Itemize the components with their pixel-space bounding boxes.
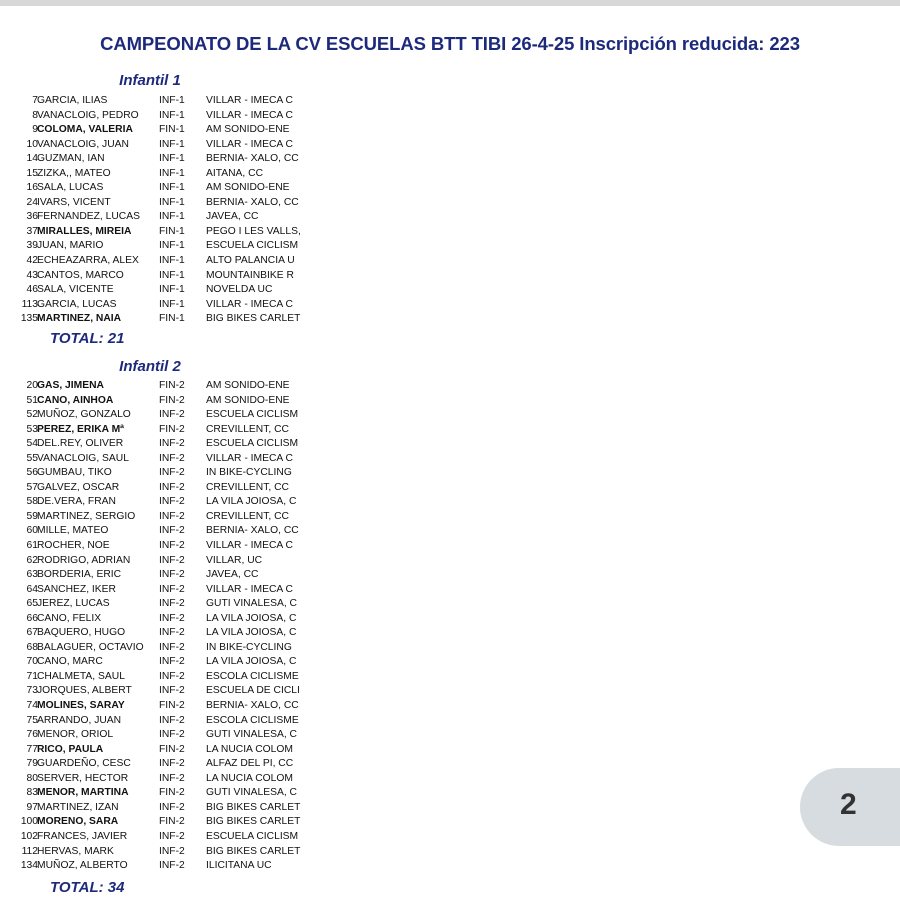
table-row bbox=[18, 757, 318, 772]
rider-number: 65 bbox=[26, 598, 38, 610]
table-row bbox=[18, 94, 318, 109]
rider-name: VANACLOIG, PEDRO bbox=[37, 109, 139, 121]
rider-club: ESCOLA CICLISME bbox=[206, 670, 299, 682]
rider-club: LA NUCIA COLOM bbox=[206, 743, 293, 755]
rider-number: 70 bbox=[26, 656, 38, 668]
table-row bbox=[18, 728, 318, 743]
rider-name: SALA, LUCAS bbox=[37, 182, 104, 194]
rider-category: INF-2 bbox=[159, 540, 185, 552]
rider-category: INF-2 bbox=[159, 714, 185, 726]
rider-number: 57 bbox=[26, 481, 38, 493]
rider-name: VANACLOIG, SAUL bbox=[37, 452, 129, 464]
rider-category: INF-1 bbox=[159, 284, 185, 296]
rider-number: 52 bbox=[26, 409, 38, 421]
table-row bbox=[18, 495, 318, 510]
rider-club: JAVEA, CC bbox=[206, 569, 259, 581]
table-row bbox=[18, 109, 318, 124]
rider-category: INF-1 bbox=[159, 153, 185, 165]
rider-number: 74 bbox=[26, 700, 38, 712]
table-row bbox=[18, 830, 318, 845]
rider-club: VILLAR - IMECA C bbox=[206, 452, 293, 464]
rider-club: ESCUELA CICLISM bbox=[206, 438, 299, 450]
table-row bbox=[18, 312, 318, 327]
rider-name: JUAN, MARIO bbox=[37, 240, 104, 252]
rider-category: INF-2 bbox=[159, 583, 185, 595]
table-row bbox=[18, 845, 318, 860]
rider-number: 63 bbox=[26, 569, 38, 581]
rider-name: ROCHER, NOE bbox=[37, 540, 110, 552]
rider-club: BERNIA- XALO, CC bbox=[206, 700, 299, 712]
rider-category: FIN-2 bbox=[159, 787, 185, 799]
rider-number: 102 bbox=[20, 830, 38, 842]
rider-name: RODRIGO, ADRIAN bbox=[37, 554, 131, 566]
rider-number: 39 bbox=[26, 240, 38, 252]
rider-club: GUTI VINALESA, C bbox=[206, 787, 297, 799]
section-heading-infantil-1: Infantil 1 bbox=[119, 72, 181, 89]
rider-name: RICO, PAULA bbox=[37, 743, 104, 755]
rider-number: 43 bbox=[26, 269, 38, 281]
rider-category: INF-2 bbox=[159, 845, 185, 857]
rider-category: FIN-1 bbox=[159, 313, 185, 325]
rider-category: INF-2 bbox=[159, 554, 185, 566]
rider-club: ESCUELA DE CICLI bbox=[206, 685, 300, 697]
rider-category: INF-2 bbox=[159, 598, 185, 610]
rider-category: INF-1 bbox=[159, 95, 185, 106]
rider-club: VILLAR - IMECA C bbox=[206, 95, 293, 106]
rider-category: INF-2 bbox=[159, 772, 185, 784]
table-row bbox=[18, 452, 318, 467]
rider-category: FIN-2 bbox=[159, 743, 185, 755]
rider-name: CHALMETA, SAUL bbox=[37, 670, 125, 682]
rider-club: VILLAR - IMECA C bbox=[206, 138, 293, 150]
rider-number: 134 bbox=[20, 860, 38, 872]
rider-category: INF-1 bbox=[159, 138, 185, 150]
total-infantil-1: TOTAL: 21 bbox=[50, 330, 125, 347]
rider-number: 100 bbox=[20, 816, 38, 828]
rider-number: 68 bbox=[26, 641, 38, 653]
rider-category: INF-2 bbox=[159, 801, 185, 813]
table-row bbox=[18, 524, 318, 539]
page-title: CAMPEONATO DE LA CV ESCUELAS BTT TIBI 26-4-25 Inscripción reducida: 223 bbox=[100, 33, 800, 54]
rider-category: INF-1 bbox=[159, 298, 185, 310]
rider-name: IVARS, VICENT bbox=[37, 196, 111, 208]
table-row bbox=[18, 481, 318, 496]
rider-number: 61 bbox=[26, 540, 38, 552]
rider-name: GUZMAN, IAN bbox=[37, 153, 105, 165]
rider-number: 36 bbox=[26, 211, 38, 223]
rider-name: DE.VERA, FRAN bbox=[37, 496, 116, 508]
rider-name: BAQUERO, HUGO bbox=[37, 627, 126, 639]
rider-name: DEL.REY, OLIVER bbox=[37, 438, 124, 450]
table-row bbox=[18, 772, 318, 787]
rider-number: 58 bbox=[26, 496, 38, 508]
table-row bbox=[18, 196, 318, 211]
section-heading-infantil-2: Infantil 2 bbox=[119, 358, 181, 375]
rider-name: COLOMA, VALERIA bbox=[37, 124, 133, 136]
table-row bbox=[18, 225, 318, 240]
rider-category: INF-2 bbox=[159, 641, 185, 653]
rider-number: 75 bbox=[26, 714, 38, 726]
rider-number: 46 bbox=[26, 284, 38, 296]
rider-club: GUTI VINALESA, C bbox=[206, 729, 297, 741]
table-row bbox=[18, 670, 318, 685]
rider-number: 77 bbox=[26, 743, 38, 755]
rider-category: INF-1 bbox=[159, 182, 185, 194]
rider-category: INF-2 bbox=[159, 569, 185, 581]
rider-club: BIG BIKES CARLET bbox=[206, 816, 301, 828]
rider-club: CREVILLENT, CC bbox=[206, 481, 289, 493]
table-row bbox=[18, 641, 318, 656]
rider-name: MUÑOZ, GONZALO bbox=[37, 409, 131, 421]
rider-club: AM SONIDO-ENE bbox=[206, 182, 290, 194]
table-row bbox=[18, 859, 318, 874]
table-row bbox=[18, 699, 318, 714]
rider-category: INF-2 bbox=[159, 409, 185, 421]
rider-name: GARCIA, ILIAS bbox=[37, 95, 108, 106]
table-row bbox=[18, 815, 318, 830]
table-row bbox=[18, 554, 318, 569]
rider-category: INF-2 bbox=[159, 481, 185, 493]
rider-club: ALFAZ DEL PI, CC bbox=[206, 758, 294, 770]
table-row bbox=[18, 539, 318, 554]
rider-name: MARTINEZ, IZAN bbox=[37, 801, 119, 813]
rider-club: IN BIKE-CYCLING bbox=[206, 641, 292, 653]
rider-club: LA NUCIA COLOM bbox=[206, 772, 293, 784]
table-row bbox=[18, 626, 318, 641]
rider-club: MOUNTAINBIKE R bbox=[206, 269, 294, 281]
table-row bbox=[18, 597, 318, 612]
rider-category: INF-1 bbox=[159, 269, 185, 281]
table-row bbox=[18, 239, 318, 254]
table-row bbox=[18, 379, 318, 394]
table-row bbox=[18, 138, 318, 153]
table-row bbox=[18, 684, 318, 699]
rider-category: INF-2 bbox=[159, 860, 185, 872]
rider-number: 66 bbox=[26, 612, 38, 624]
rider-club: PEGO I LES VALLS, bbox=[206, 225, 301, 237]
rider-category: FIN-2 bbox=[159, 423, 185, 435]
rider-number: 76 bbox=[26, 729, 38, 741]
rider-name: JEREZ, LUCAS bbox=[37, 598, 110, 610]
table-row bbox=[18, 743, 318, 758]
rider-number: 7 bbox=[32, 95, 38, 106]
rider-club: BIG BIKES CARLET bbox=[206, 845, 301, 857]
rider-number: 73 bbox=[26, 685, 38, 697]
table-row bbox=[18, 612, 318, 627]
rider-club: BERNIA- XALO, CC bbox=[206, 153, 299, 165]
rider-list-infantil-2 bbox=[18, 379, 318, 874]
rider-number: 71 bbox=[26, 670, 38, 682]
rider-number: 14 bbox=[26, 153, 38, 165]
rider-club: VILLAR - IMECA C bbox=[206, 298, 293, 310]
rider-club: JAVEA, CC bbox=[206, 211, 259, 223]
rider-club: AITANA, CC bbox=[206, 167, 264, 179]
rider-name: MOLINES, SARAY bbox=[37, 700, 125, 712]
rider-name: VANACLOIG, JUAN bbox=[37, 138, 129, 150]
table-row bbox=[18, 152, 318, 167]
rider-club: LA VILA JOIOSA, C bbox=[206, 656, 297, 668]
rider-club: VILLAR - IMECA C bbox=[206, 109, 293, 121]
rider-name: GALVEZ, OSCAR bbox=[37, 481, 120, 493]
rider-name: MILLE, MATEO bbox=[37, 525, 109, 537]
rider-category: INF-2 bbox=[159, 525, 185, 537]
rider-name: MARTINEZ, NAIA bbox=[37, 313, 122, 325]
table-row bbox=[18, 298, 318, 313]
rider-category: INF-2 bbox=[159, 612, 185, 624]
rider-number: 113 bbox=[21, 298, 38, 310]
rider-club: CREVILLENT, CC bbox=[206, 510, 289, 522]
rider-name: GUMBAU, TIKO bbox=[37, 467, 112, 479]
rider-name: PEREZ, ERIKA Mª bbox=[37, 423, 124, 435]
rider-club: ESCUELA CICLISM bbox=[206, 830, 299, 842]
rider-category: FIN-2 bbox=[159, 380, 185, 391]
table-row bbox=[18, 583, 318, 598]
rider-name: CANO, AINHOA bbox=[37, 394, 114, 406]
rider-name: HERVAS, MARK bbox=[37, 845, 114, 857]
rider-number: 9 bbox=[32, 124, 38, 136]
table-row bbox=[18, 269, 318, 284]
page-number: 2 bbox=[840, 788, 857, 821]
rider-number: 10 bbox=[26, 138, 38, 150]
rider-name: ECHEAZARRA, ALEX bbox=[37, 255, 139, 267]
rider-category: INF-2 bbox=[159, 670, 185, 682]
rider-club: VILLAR - IMECA C bbox=[206, 583, 293, 595]
rider-club: VILLAR - IMECA C bbox=[206, 540, 293, 552]
rider-number: 56 bbox=[26, 467, 38, 479]
rider-club: LA VILA JOIOSA, C bbox=[206, 612, 297, 624]
table-row bbox=[18, 423, 318, 438]
rider-category: INF-1 bbox=[159, 167, 185, 179]
rider-name: CANO, FELIX bbox=[37, 612, 102, 624]
rider-name: CANO, MARC bbox=[37, 656, 103, 668]
rider-category: FIN-2 bbox=[159, 816, 185, 828]
rider-name: BORDERIA, ERIC bbox=[37, 569, 122, 581]
rider-category: INF-2 bbox=[159, 729, 185, 741]
rider-name: ARRANDO, JUAN bbox=[37, 714, 122, 726]
table-row bbox=[18, 283, 318, 298]
rider-name: MORENO, SARA bbox=[37, 816, 119, 828]
rider-club: BERNIA- XALO, CC bbox=[206, 525, 299, 537]
rider-name: MIRALLES, MIREIA bbox=[37, 225, 132, 237]
table-row bbox=[18, 123, 318, 138]
rider-category: INF-2 bbox=[159, 830, 185, 842]
rider-category: INF-2 bbox=[159, 438, 185, 450]
rider-club: AM SONIDO-ENE bbox=[206, 124, 290, 136]
total-infantil-2: TOTAL: 34 bbox=[50, 879, 125, 896]
rider-name: SALA, VICENTE bbox=[37, 284, 114, 296]
rider-club: NOVELDA UC bbox=[206, 284, 273, 296]
rider-name: FERNANDEZ, LUCAS bbox=[37, 211, 140, 223]
rider-number: 51 bbox=[26, 394, 38, 406]
rider-name: MENOR, ORIOL bbox=[37, 729, 114, 741]
rider-category: INF-2 bbox=[159, 627, 185, 639]
top-bar bbox=[0, 0, 900, 6]
rider-number: 53 bbox=[26, 423, 38, 435]
table-row bbox=[18, 408, 318, 423]
rider-category: INF-2 bbox=[159, 758, 185, 770]
table-row bbox=[18, 167, 318, 182]
rider-club: VILLAR, UC bbox=[206, 554, 263, 566]
rider-number: 67 bbox=[26, 627, 38, 639]
rider-name: MENOR, MARTINA bbox=[37, 787, 129, 799]
rider-name: GUARDEÑO, CESC bbox=[37, 758, 131, 770]
rider-club: BIG BIKES CARLET bbox=[206, 313, 301, 325]
rider-category: INF-1 bbox=[159, 255, 185, 267]
table-row bbox=[18, 786, 318, 801]
table-row bbox=[18, 394, 318, 409]
rider-number: 54 bbox=[26, 438, 38, 450]
rider-number: 112 bbox=[21, 845, 38, 857]
rider-category: INF-2 bbox=[159, 510, 185, 522]
rider-club: ESCUELA CICLISM bbox=[206, 409, 299, 421]
rider-number: 64 bbox=[26, 583, 38, 595]
rider-number: 37 bbox=[26, 225, 38, 237]
rider-name: MUÑOZ, ALBERTO bbox=[37, 860, 128, 872]
table-row bbox=[18, 437, 318, 452]
rider-name: MARTINEZ, SERGIO bbox=[37, 510, 136, 522]
table-row bbox=[18, 254, 318, 269]
rider-name: JORQUES, ALBERT bbox=[37, 685, 132, 697]
rider-category: FIN-2 bbox=[159, 700, 185, 712]
rider-number: 24 bbox=[26, 196, 38, 208]
rider-club: AM SONIDO-ENE bbox=[206, 394, 290, 406]
rider-category: INF-1 bbox=[159, 240, 185, 252]
rider-club: GUTI VINALESA, C bbox=[206, 598, 297, 610]
rider-number: 42 bbox=[26, 255, 38, 267]
rider-number: 8 bbox=[32, 109, 38, 121]
table-row bbox=[18, 210, 318, 225]
rider-category: INF-2 bbox=[159, 452, 185, 464]
rider-club: AM SONIDO-ENE bbox=[206, 380, 290, 391]
rider-name: CANTOS, MARCO bbox=[37, 269, 124, 281]
rider-number: 79 bbox=[26, 758, 38, 770]
rider-category: INF-1 bbox=[159, 109, 185, 121]
page-number-badge bbox=[800, 768, 900, 846]
rider-category: INF-2 bbox=[159, 685, 185, 697]
rider-number: 20 bbox=[26, 380, 38, 391]
table-row bbox=[18, 801, 318, 816]
table-row bbox=[18, 714, 318, 729]
rider-number: 15 bbox=[26, 167, 38, 179]
rider-name: ZIZKA,, MATEO bbox=[37, 167, 111, 179]
rider-number: 62 bbox=[26, 554, 38, 566]
rider-number: 60 bbox=[26, 525, 38, 537]
rider-club: CREVILLENT, CC bbox=[206, 423, 289, 435]
rider-category: INF-1 bbox=[159, 211, 185, 223]
rider-category: FIN-2 bbox=[159, 394, 185, 406]
rider-number: 16 bbox=[26, 182, 38, 194]
rider-number: 80 bbox=[26, 772, 38, 784]
rider-club: ALTO PALANCIA U bbox=[206, 255, 295, 267]
table-row bbox=[18, 510, 318, 525]
rider-number: 135 bbox=[20, 313, 38, 325]
rider-category: INF-2 bbox=[159, 467, 185, 479]
rider-list-infantil-1 bbox=[18, 94, 318, 327]
table-row bbox=[18, 655, 318, 670]
rider-club: LA VILA JOIOSA, C bbox=[206, 496, 297, 508]
rider-category: INF-1 bbox=[159, 196, 185, 208]
rider-category: INF-2 bbox=[159, 656, 185, 668]
rider-club: ESCOLA CICLISME bbox=[206, 714, 299, 726]
rider-club: LA VILA JOIOSA, C bbox=[206, 627, 297, 639]
rider-name: SERVER, HECTOR bbox=[37, 772, 129, 784]
table-row bbox=[18, 466, 318, 481]
rider-number: 97 bbox=[26, 801, 38, 813]
rider-category: FIN-1 bbox=[159, 124, 185, 136]
rider-club: ILICITANA UC bbox=[206, 860, 272, 872]
table-row bbox=[18, 181, 318, 196]
rider-name: GAS, JIMENA bbox=[37, 380, 104, 391]
rider-name: GARCIA, LUCAS bbox=[37, 298, 117, 310]
rider-category: FIN-1 bbox=[159, 225, 185, 237]
rider-club: BERNIA- XALO, CC bbox=[206, 196, 299, 208]
rider-category: INF-2 bbox=[159, 496, 185, 508]
rider-number: 55 bbox=[26, 452, 38, 464]
rider-club: ESCUELA CICLISM bbox=[206, 240, 299, 252]
rider-name: FRANCES, JAVIER bbox=[37, 830, 128, 842]
rider-name: SANCHEZ, IKER bbox=[37, 583, 116, 595]
rider-number: 59 bbox=[26, 510, 38, 522]
rider-club: BIG BIKES CARLET bbox=[206, 801, 301, 813]
table-row bbox=[18, 568, 318, 583]
rider-club: IN BIKE-CYCLING bbox=[206, 467, 292, 479]
rider-name: BALAGUER, OCTAVIO bbox=[37, 641, 144, 653]
rider-number: 83 bbox=[26, 787, 38, 799]
